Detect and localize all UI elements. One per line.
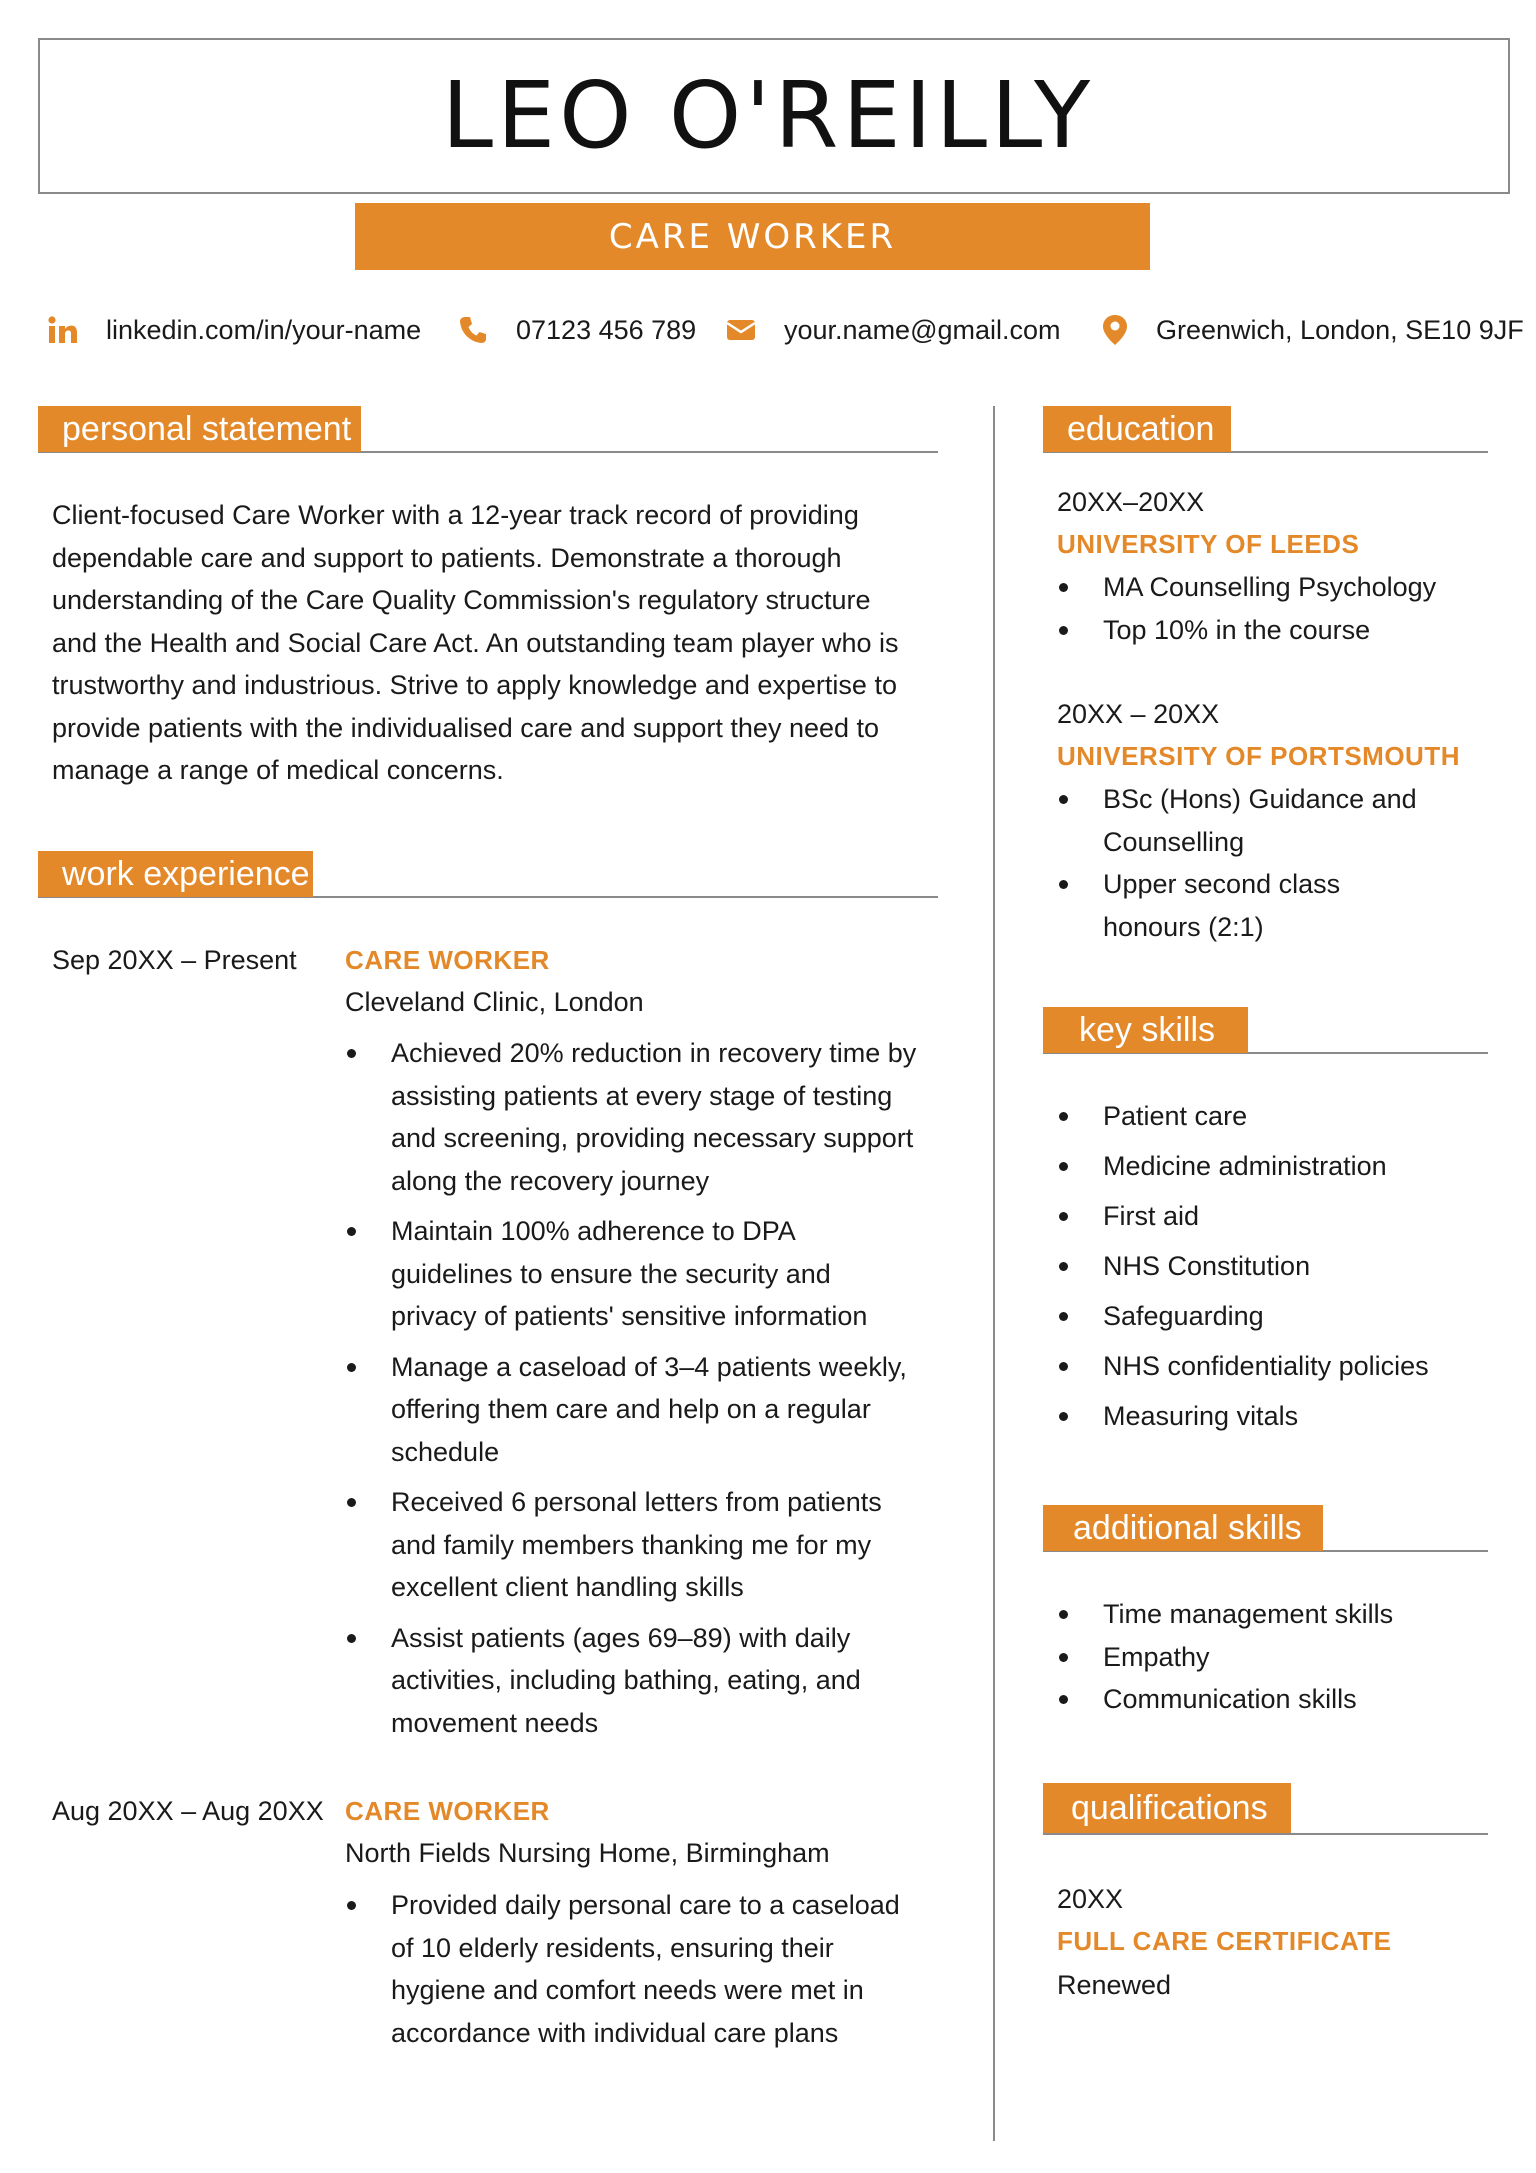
bullet-line: Achieved 20% reduction in recovery time by: [391, 1038, 917, 1068]
list-item: Patient care: [1057, 1095, 1497, 1138]
column-divider: [993, 406, 995, 2141]
key-skills-heading: key skills: [1043, 1007, 1248, 1053]
bullet-line: along the recovery journey: [391, 1165, 710, 1196]
statement-line: provide patients with the individualised care and support they need to: [52, 712, 880, 743]
job-1-title: CARE WORKER: [345, 945, 550, 975]
list-item: [1057, 566, 1497, 609]
linkedin-text: linkedin.com/in/your-name: [106, 314, 422, 345]
personal-statement-text: [52, 494, 952, 792]
work-experience-heading: work experience: [38, 851, 313, 897]
bullet-line: Assist patients (ages 69–89) with daily: [391, 1622, 851, 1653]
bullet-line: Upper second class: [1103, 869, 1341, 899]
job-2-title: CARE WORKER: [345, 1796, 550, 1826]
job-2-bullets: [345, 1884, 945, 2054]
contact-linkedin[interactable]: [48, 310, 421, 350]
bullet-line: and family members thanking me for my: [391, 1529, 872, 1560]
qualification-status: Renewed: [1057, 1970, 1172, 2000]
contact-phone[interactable]: [458, 310, 696, 350]
bullet-line: and screening, providing necessary support: [391, 1123, 914, 1153]
education-1-bullets: [1057, 566, 1497, 651]
bullet-line: Top 10% in the course: [1103, 614, 1371, 645]
list-item: NHS confidentiality policies: [1057, 1345, 1497, 1388]
bullet-line: activities, including bathing, eating, and: [391, 1665, 861, 1695]
qualifications-rule: [1043, 1833, 1488, 1835]
list-item: [345, 1884, 945, 2054]
education-2-dates: 20XX – 20XX: [1057, 699, 1220, 729]
list-item: [345, 1617, 945, 1745]
bullet-line: Received 6 personal letters from patients: [391, 1487, 882, 1517]
bullet-line: honours (2:1): [1103, 911, 1264, 942]
phone-text: 07123 456 789: [516, 314, 697, 345]
bullet-line: of 10 elderly residents, ensuring their: [391, 1932, 834, 1963]
statement-line: understanding of the Care Quality Commission's regulatory structure: [52, 585, 871, 615]
contact-location: [1102, 310, 1524, 350]
education-2-school: UNIVERSITY OF PORTSMOUTH: [1057, 741, 1460, 771]
bullet-line: excellent client handling skills: [391, 1572, 744, 1602]
list-item: Medicine administration: [1057, 1145, 1497, 1188]
contact-email[interactable]: [726, 310, 1061, 350]
job-1-employer: Cleveland Clinic, London: [345, 987, 644, 1017]
list-item: [1057, 863, 1497, 948]
bullet-line: Manage a caseload of 3–4 patients weekly,: [391, 1351, 907, 1382]
list-item: [1057, 778, 1497, 863]
list-item: NHS Constitution: [1057, 1245, 1497, 1288]
phone-icon: [458, 315, 488, 345]
list-item: [345, 1032, 945, 1202]
job-title-banner: CARE WORKER: [355, 203, 1150, 270]
location-pin-icon: [1102, 314, 1128, 346]
list-item: Measuring vitals: [1057, 1395, 1497, 1438]
list-item: [345, 1481, 945, 1609]
statement-line: manage a range of medical concerns.: [52, 755, 504, 785]
list-item: Safeguarding: [1057, 1295, 1497, 1338]
bullet-line: assisting patients at every stage of testing: [391, 1080, 893, 1111]
statement-line: Client-focused Care Worker with a 12-year track record of providing: [52, 500, 859, 530]
job-2-employer: North Fields Nursing Home, Birmingham: [345, 1838, 830, 1868]
bullet-line: accordance with individual care plans: [391, 2017, 839, 2048]
list-item: Communication skills: [1057, 1678, 1497, 1721]
bullet-line: Maintain 100% adherence to DPA: [391, 1216, 796, 1246]
qualification-name: FULL CARE CERTIFICATE: [1057, 1926, 1392, 1956]
bullet-line: Counselling: [1103, 826, 1245, 857]
job-1-dates: Sep 20XX – Present: [52, 945, 297, 975]
personal-statement-heading: personal statement: [38, 406, 361, 452]
candidate-name: LEO O'REILLY: [441, 62, 1095, 169]
linkedin-icon: [48, 316, 78, 344]
email-icon: [726, 318, 756, 342]
statement-line: dependable care and support to patients. Demonstrate a thorough: [52, 542, 842, 573]
education-1-dates: 20XX–20XX: [1057, 487, 1205, 517]
statement-line: trustworthy and industrious. Strive to apply knowledge and expertise to: [52, 670, 897, 700]
bullet-line: Provided daily personal care to a caseload: [391, 1890, 900, 1920]
list-item: Time management skills: [1057, 1593, 1497, 1636]
bullet-line: BSc (Hons) Guidance and: [1103, 784, 1417, 814]
list-item: [1057, 609, 1497, 652]
bullet-line: MA Counselling Psychology: [1103, 572, 1437, 602]
list-item: [345, 1210, 945, 1338]
email-text: your.name@gmail.com: [784, 314, 1061, 345]
bullet-line: offering them care and help on a regular: [391, 1394, 871, 1424]
bullet-line: movement needs: [391, 1707, 599, 1738]
list-item: [345, 1346, 945, 1474]
qualifications-heading: qualifications: [1043, 1783, 1291, 1833]
additional-skills-heading: additional skills: [1043, 1505, 1323, 1551]
location-text: Greenwich, London, SE10 9JF: [1156, 314, 1524, 345]
statement-line: and the Health and Social Care Act. An outstanding team player who is: [52, 627, 899, 658]
list-item: First aid: [1057, 1195, 1497, 1238]
bullet-line: schedule: [391, 1436, 500, 1467]
bullet-line: hygiene and comfort needs were met in: [391, 1975, 864, 2005]
job-2-dates: Aug 20XX – Aug 20XX: [52, 1796, 324, 1826]
additional-skills-list: [1057, 1593, 1497, 1721]
qualification-date: 20XX: [1057, 1884, 1124, 1914]
job-1-bullets: [345, 1032, 945, 1744]
education-heading: education: [1043, 406, 1231, 452]
education-1-school: UNIVERSITY OF LEEDS: [1057, 529, 1360, 559]
education-2-bullets: [1057, 778, 1497, 948]
key-skills-list: [1057, 1095, 1497, 1438]
bullet-line: guidelines to ensure the security and: [391, 1258, 831, 1289]
bullet-line: privacy of patients' sensitive information: [391, 1301, 868, 1331]
list-item: Empathy: [1057, 1636, 1497, 1679]
